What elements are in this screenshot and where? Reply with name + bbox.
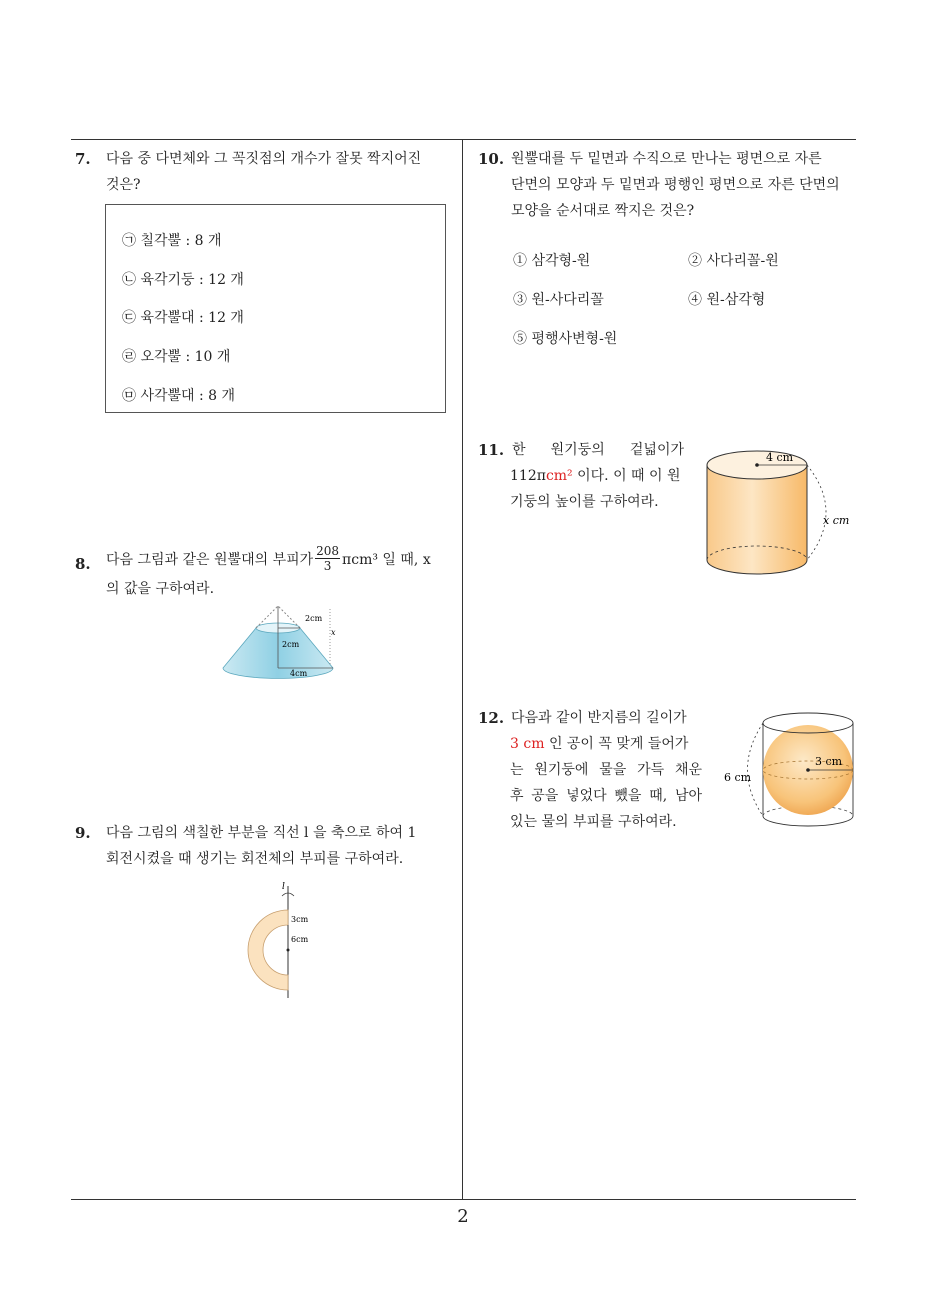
q7-option-3-text: 육각뿔대 : 12 개 (140, 310, 244, 326)
q11-text-line3: 기둥의 높이를 구하여라. (510, 494, 659, 510)
q10-option-5[interactable] (513, 328, 617, 348)
q9-number: 9. (75, 824, 91, 842)
q7-text-line2: 것은? (106, 177, 141, 193)
q12-text-line2 (510, 731, 688, 757)
q7-option-5[interactable] (122, 385, 235, 405)
q11-text-line2 (510, 463, 681, 489)
q8-text-before: 다음 그림과 같은 원뿔대의 부피가 (106, 551, 314, 568)
q8-text-line1 (106, 544, 431, 573)
q10-option-2[interactable] (688, 250, 779, 270)
q7-option-1-mark: ㉠ (122, 233, 136, 249)
q8-frac-den: 3 (323, 559, 332, 573)
q7-option-5-mark: ㉤ (122, 388, 136, 404)
q11-text-line1: 한 원기둥의 겉넓이가 (512, 442, 684, 458)
q12-label-radius: 3 cm (815, 755, 843, 768)
q12-text-line2-rest: 인 공이 꼭 맞게 들어가 (548, 736, 689, 752)
q7-option-4[interactable] (122, 346, 230, 366)
bottom-rule (71, 1199, 856, 1200)
page-number: 2 (457, 1206, 469, 1227)
q7-option-1[interactable] (122, 230, 222, 250)
q9-label-inner: 3cm (291, 915, 309, 924)
q8-label-slant: 2cm (282, 640, 300, 649)
q7-option-4-text: 오각뿔 : 10 개 (140, 349, 231, 365)
q8-text-after: πcm³ 일 때, x (342, 551, 431, 568)
q11-area-unit: cm² (545, 468, 573, 484)
q7-option-4-mark: ㉣ (122, 349, 136, 365)
q12-text-line4: 후 공을 넣었다 뺐을 때, 남아 (510, 788, 702, 804)
q7-option-1-text: 칠각뿔 : 8 개 (140, 233, 222, 249)
q12-radius-value: 3 cm (510, 736, 545, 752)
q10-option-2-text: 사다리꼴-원 (706, 253, 779, 269)
q9-label-axis: l (282, 882, 285, 892)
q9-label-outer: 6cm (291, 935, 309, 944)
q7-option-2-text: 육각기둥 : 12 개 (140, 272, 244, 288)
q10-option-4-mark: ④ (688, 292, 702, 308)
q10-option-2-mark: ② (688, 253, 702, 269)
q12-label-height: 6 cm (724, 771, 752, 784)
q9-text-line1: 다음 그림의 색칠한 부분을 직선 l 을 축으로 하여 1 (106, 825, 417, 841)
q10-option-3[interactable] (513, 289, 604, 309)
q10-option-4-text: 원-삼각형 (706, 292, 766, 308)
q10-text-line2: 단면의 모양과 두 밑면과 평행인 평면으로 자른 단면의 (511, 177, 840, 193)
q10-option-1-mark: ① (513, 253, 527, 269)
q7-text-line1: 다음 중 다면체와 그 꼭짓점의 개수가 잘못 짝지어진 (106, 151, 422, 167)
q11-cylinder-figure (700, 440, 860, 590)
q12-number: 12. (478, 709, 505, 727)
q11-label-radius: 4 cm (766, 451, 794, 464)
q9-half-ring-figure (238, 880, 328, 1000)
q7-option-3-mark: ㉢ (122, 310, 136, 326)
q10-option-3-text: 원-사다리꼴 (531, 292, 604, 308)
q12-cylinder-sphere-figure (720, 708, 860, 833)
q10-option-4[interactable] (688, 289, 765, 309)
q11-label-height: x cm (823, 514, 850, 527)
q11-text-line2-rest: 이다. 이 때 이 원 (577, 468, 681, 484)
q10-option-1-text: 삼각형-원 (531, 253, 591, 269)
q8-frac-num: 208 (316, 544, 340, 558)
q7-option-2-mark: ㉡ (122, 272, 136, 288)
q7-option-2[interactable] (122, 269, 244, 289)
q8-fraction (315, 544, 340, 573)
q10-option-1[interactable] (513, 250, 590, 270)
q11-number: 11. (478, 441, 505, 459)
q8-label-x: x (331, 628, 336, 637)
q12-text-line3: 는 원기둥에 물을 가득 채운 (510, 762, 702, 778)
q10-text-line3: 모양을 순서대로 짝지은 것은? (511, 203, 695, 219)
q7-option-3[interactable] (122, 307, 244, 327)
q9-text-line2: 회전시켰을 때 생기는 회전체의 부피를 구하여라. (106, 851, 404, 867)
q8-number: 8. (75, 555, 91, 573)
q10-option-3-mark: ③ (513, 292, 527, 308)
q10-option-5-mark: ⑤ (513, 331, 527, 347)
q12-text-line1: 다음과 같이 반지름의 길이가 (511, 710, 687, 726)
q8-label-top: 2cm (305, 614, 323, 623)
q10-option-5-text: 평행사변형-원 (531, 331, 618, 347)
column-divider (462, 139, 463, 1200)
q8-text-line2: 의 값을 구하여라. (106, 581, 215, 597)
q10-number: 10. (478, 150, 505, 168)
q8-frustum-figure (218, 603, 348, 683)
top-rule (71, 139, 856, 140)
q11-area-value: 112π (510, 468, 546, 484)
q12-text-line5: 있는 물의 부피를 구하여라. (510, 814, 677, 830)
q7-number: 7. (75, 150, 91, 168)
q7-option-5-text: 사각뿔대 : 8 개 (140, 388, 236, 404)
q8-label-bottom: 4cm (290, 669, 308, 678)
q10-text-line1: 원뿔대를 두 밑면과 수직으로 만나는 평면으로 자른 (511, 151, 822, 167)
